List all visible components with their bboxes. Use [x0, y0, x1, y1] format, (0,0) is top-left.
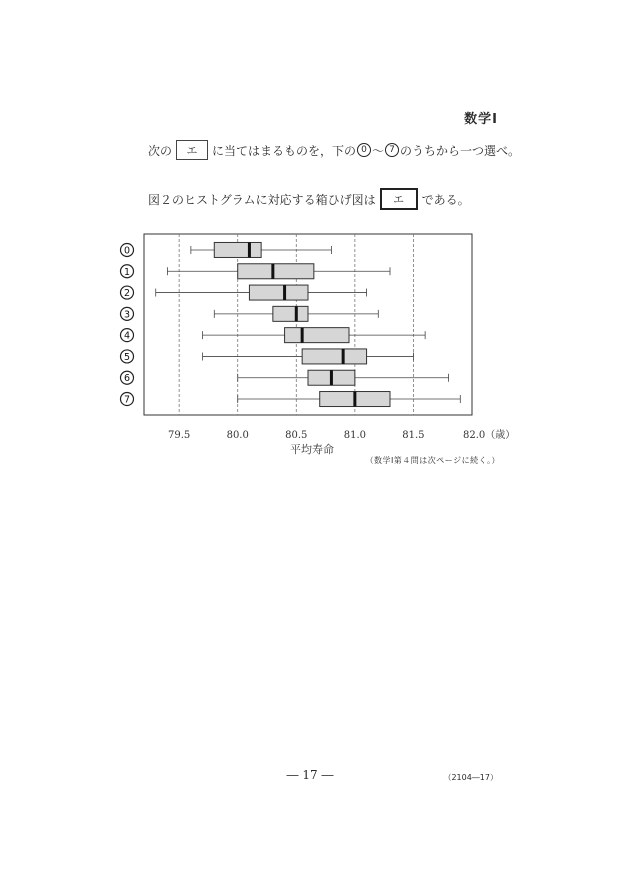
x-tick-label-1: 80.0: [226, 430, 249, 441]
subject-header: 数学Ⅰ: [464, 112, 498, 127]
exam-code: （2104―17）: [443, 773, 498, 782]
box-label-6: 6: [123, 373, 131, 385]
box-label-7: 7: [123, 394, 131, 406]
box-label-4: 4: [123, 330, 131, 342]
x-tick-label-0: 79.5: [168, 430, 191, 441]
plot-frame: [144, 234, 472, 415]
box-label-2: 2: [123, 288, 131, 300]
x-axis-label: 平均寿命: [290, 443, 334, 456]
q2-post: である。: [421, 192, 470, 207]
choice-first-icon: 0: [357, 143, 371, 157]
x-tick-label-2: 80.5: [285, 430, 308, 441]
q1-pre: 次の: [148, 143, 173, 158]
box-label-3: 3: [123, 309, 131, 321]
box-label-5: 5: [123, 351, 131, 363]
answer-box-e: エ: [176, 140, 208, 160]
choice-last-icon: 7: [385, 143, 399, 157]
box-4: [285, 328, 349, 343]
page-number: ― 17 ―: [286, 768, 334, 782]
box-5: [302, 349, 366, 364]
q1-post: のうちから一つ選べ。: [400, 143, 521, 158]
box-0: [214, 242, 261, 257]
answer-box-e-bold: エ: [380, 188, 418, 210]
continue-note: （数学Ⅰ第４問は次ページに続く。）: [365, 456, 500, 465]
box-2: [249, 285, 308, 300]
q2-pre: 図２のヒストグラムに対応する箱ひげ図は: [148, 192, 376, 207]
x-tick-label-5: 82.0（歳）: [463, 430, 516, 441]
box-3: [273, 306, 308, 321]
x-tick-label-4: 81.5: [402, 430, 425, 441]
q1-tilde: ～: [372, 143, 385, 158]
x-tick-label-3: 81.0: [343, 430, 366, 441]
box-label-1: 1: [123, 266, 131, 278]
box-label-0: 0: [123, 245, 131, 257]
box-1: [238, 264, 314, 279]
q1-mid: に当てはまるものを，下の: [212, 143, 357, 158]
